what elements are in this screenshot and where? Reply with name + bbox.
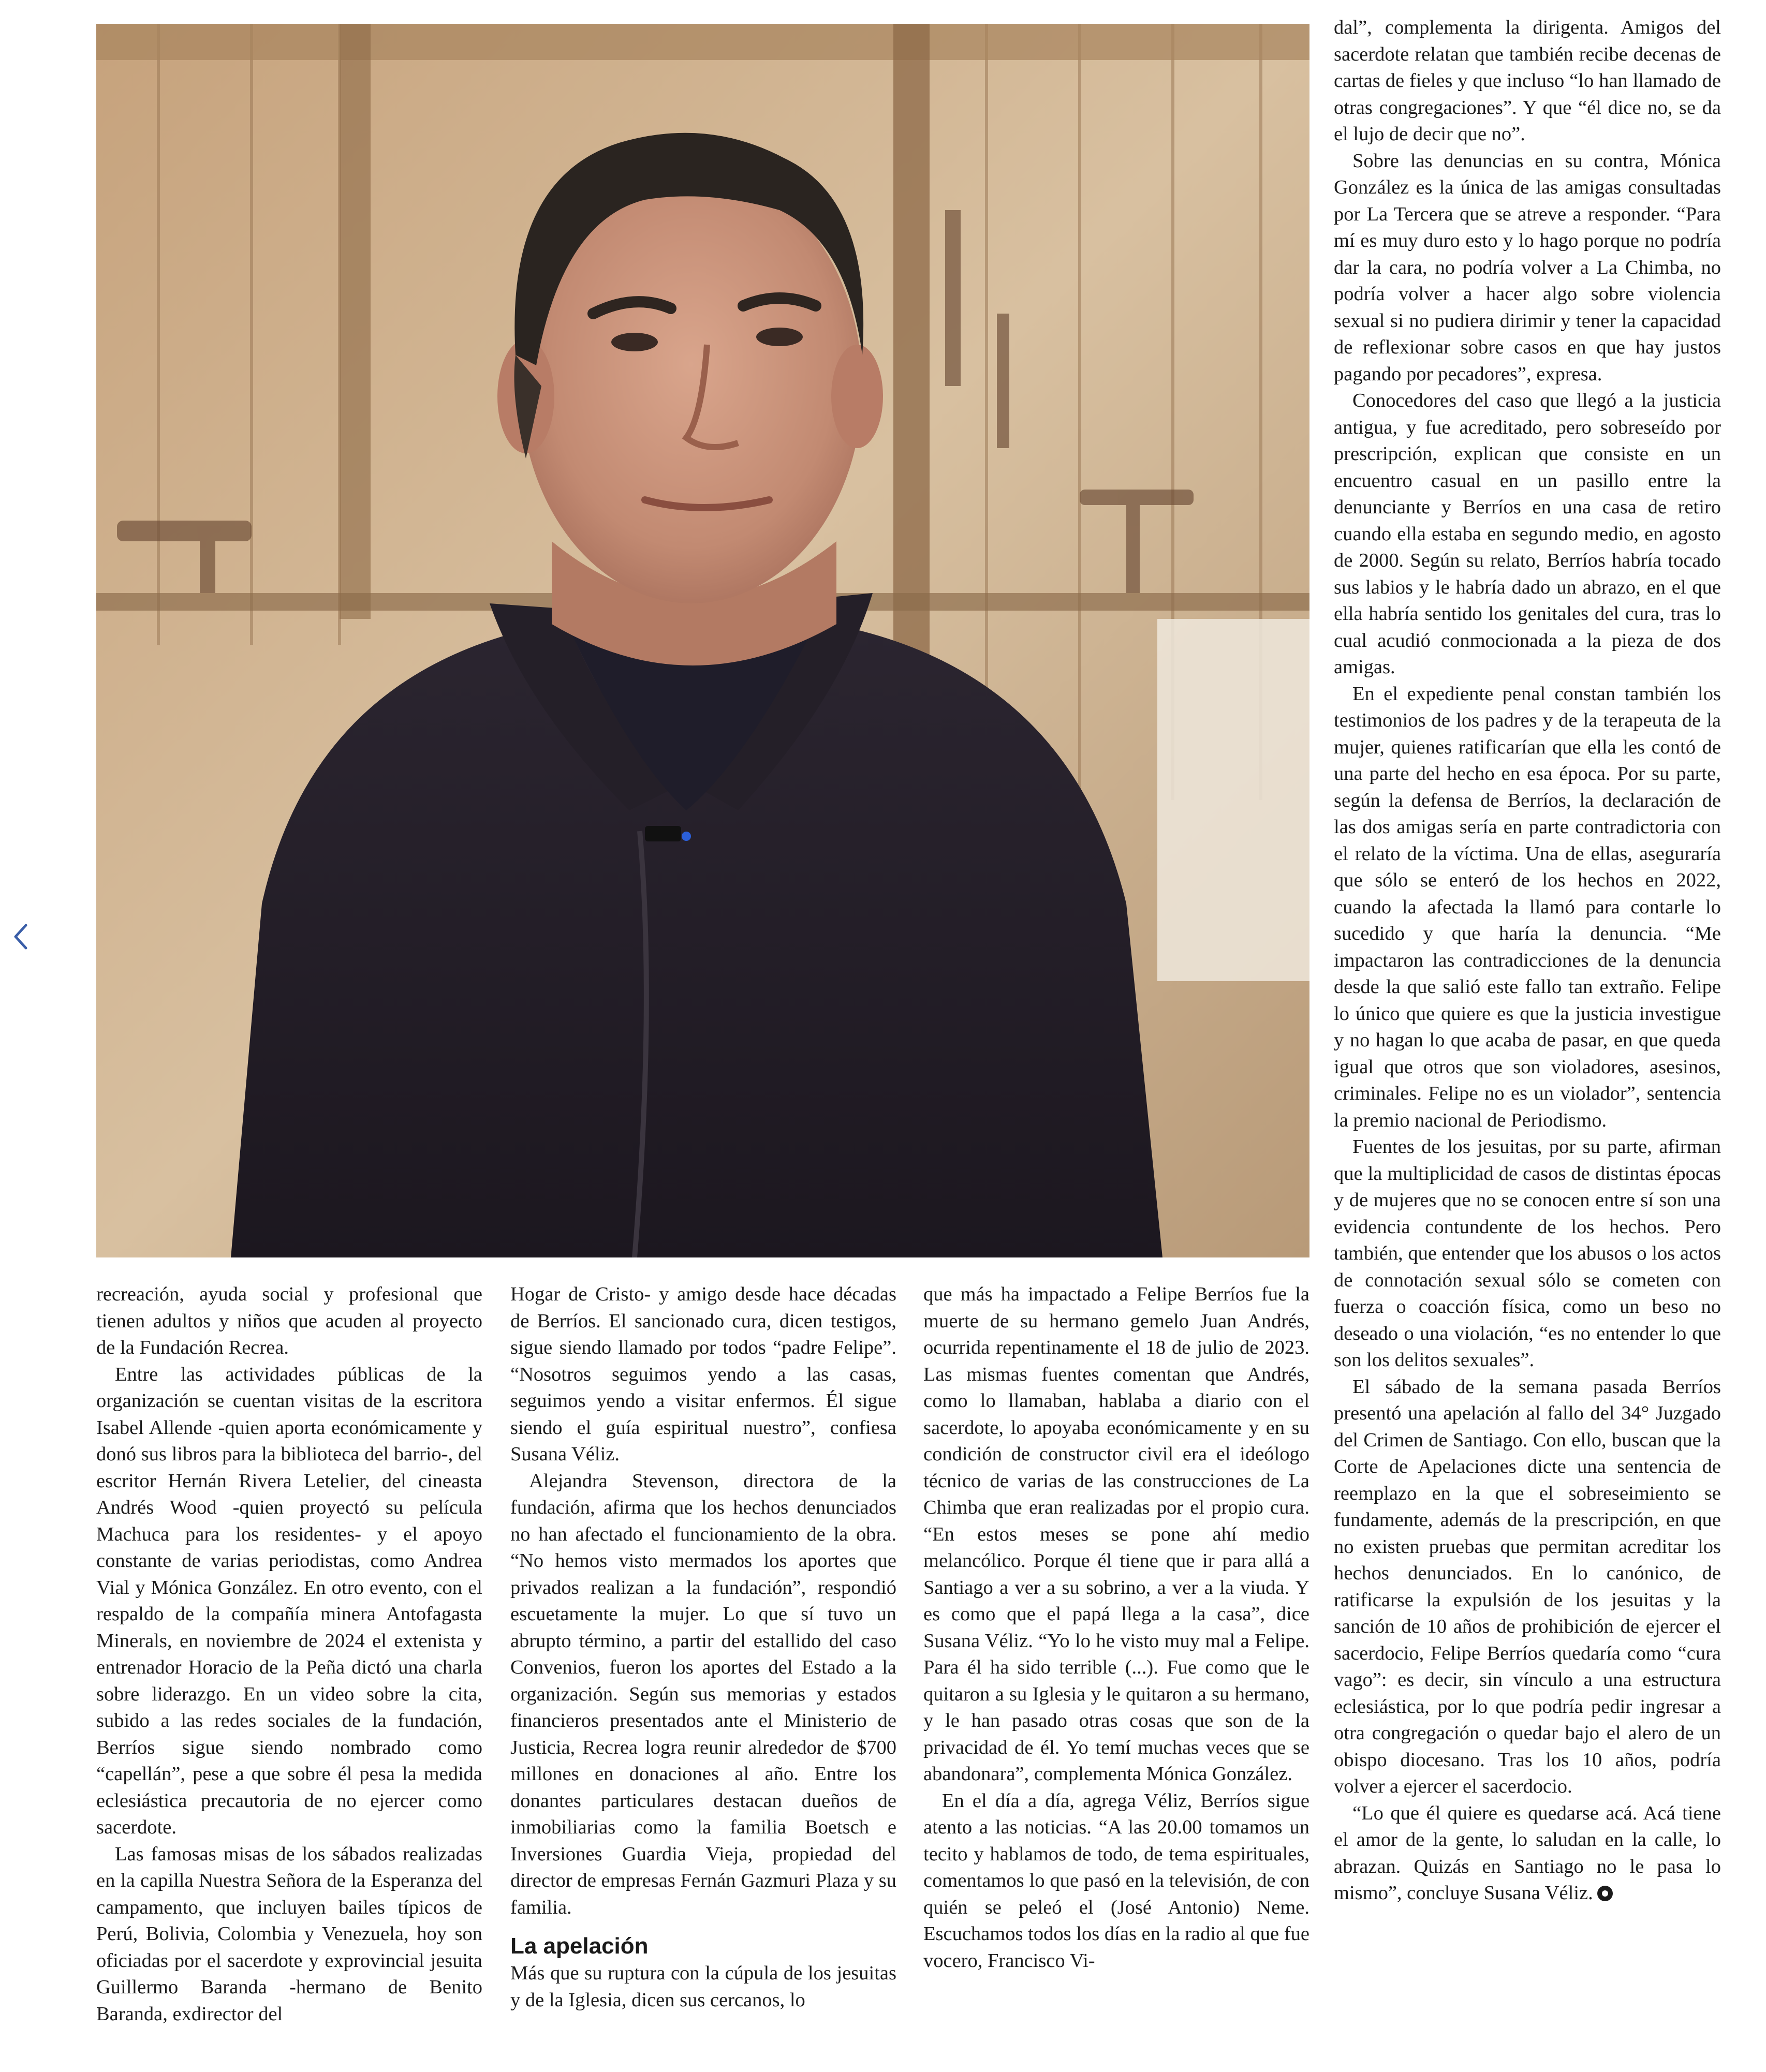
paragraph: dal”, complementa la dirigenta. Amigos del sacerdote relatan que también recibe decenas de cartas de fieles y que incluso “lo han llamado de otras congregaciones”. Y que “él dice no, se da el lujo de decir que no”. (1334, 17, 1721, 145)
paragraph: recreación, ayuda social y profesional que tienen adultos y niños que acuden al proyecto de la Fundación Recrea. (96, 1283, 482, 1358)
article-column-1 (96, 1281, 482, 2027)
paragraph: Hogar de Cristo- y amigo desde hace décadas de Berríos. El sancionado cura, dicen testigos, sigue siendo llamado por todos “padre Felipe”. “Nosotros seguimos yendo a las casas, seguimos yendo a visitar enfermos. Él sigue siendo el guía espiritual nuestro”, confiesa Susana Véliz. (510, 1283, 896, 1465)
paragraph: Sobre las denuncias en su contra, Mónica González es la única de las amigas consultadas por La Tercera que se atreve a responder. “Para mí es muy duro esto y lo hago porque no podría dar la cara, no podría volver a La Chimba, no podría volver a hacer algo sobre violencia sexual si no pudiera dirimir y tener la capacidad de reflexionar sobre casos en que hay justos pagando por pecadores”, expresa. (1334, 150, 1721, 385)
prev-page-button[interactable] (9, 921, 32, 952)
paragraph: Más que su ruptura con la cúpula de los jesuitas y de la Iglesia, dicen sus cercanos, lo (510, 1962, 896, 2011)
paragraph: El sábado de la semana pasada Berríos presentó una apelación al fallo del 34° Juzgado del Crimen de Santiago. Con ello, buscan que la Corte de Apelaciones dicte una sentencia de reemplazo en la que el sobreseimiento se fundamente, además de la prescripción, en que no existen pruebas que permitan acreditar los hechos denunciados. En lo canónico, de ratificarse la expulsión de los jesuitas y la sanción de 10 años de prohibición de ejercer el sacerdocio, Felipe Berríos quedaría como “cura vago”: es decir, sin vínculo a una estructura eclesiástica, por lo que podría pedir ingresar a otra congregación o quedar bajo el alero de un obispo diocesano. Tras los 10 años, podría volver a ejercer el sacerdocio. (1334, 1375, 1721, 1797)
portrait-photo (96, 24, 1309, 1257)
article-column-2 (510, 1281, 896, 2014)
paragraph: Conocedores del caso que llegó a la justicia antigua, y fue acreditado, pero sobreseído por prescripción, explican que consiste en un encuentro casual en un pasillo entre la denunciante y Berríos en una casa de retiro cuando ella estaba en segundo medio, en agosto de 2000. Según su relato, Berríos habría tocado sus labios y le habría dado un abrazo, en el que ella habría sentido los genitales del cura, tras lo cual acudió conmocionada a la pieza de dos amigas. (1334, 390, 1721, 678)
paragraph: Alejandra Stevenson, directora de la fundación, afirma que los hechos denunciados no han afectado el funcionamiento de la obra. “No hemos visto mermados los aportes que privados realizan a la fundación”, respondió escuetamente la mujer. Lo que sí tuvo un abrupto término, a partir del estallido del caso Convenios, fueron los aportes del Estado a la organización. Según sus memorias y estados financieros presentados ante el Ministerio de Justicia, Recrea logra reunir alrededor de $700 millones en donaciones al año. Entre los donantes particulares destacan dueños de inmobiliarias como la familia Boetsch e Inversiones Guardia Vieja, propiedad del director de empresas Fernán Gazmuri Plaza y su familia. (510, 1470, 896, 1918)
chevron-left-icon (9, 921, 32, 952)
paragraph: Las famosas misas de los sábados realizadas en la capilla Nuestra Señora de la Esperanza del campamento, que incluyen bailes típicos de Perú, Bolivia, Colombia y Venezuela, hoy son oficiadas por el sacerdote y exprovincial jesuita Guillermo Baranda -hermano de Benito Baranda, exdirector del (96, 1843, 482, 2025)
final-paragraph-text: “Lo que él quiere es quedarse acá. Acá tiene el amor de la gente, lo saludan en la calle, lo abrazan. Quizás en Santiago no le pasa lo mismo”, concluye Susana Véliz. (1334, 1802, 1721, 1904)
article-column-3 (923, 1281, 1309, 1974)
paragraph: Fuentes de los jesuitas, por su parte, afirman que la multiplicidad de casos de distintas épocas y de mujeres que no se conocen entre sí son una evidencia contundente de los hechos. Pero también, que entender que los abusos o los actos de connotación sexual sólo se cometen con fuerza o coacción física, como un beso no deseado o una violación, “es no entender lo que son los delitos sexuales”. (1334, 1136, 1721, 1371)
article-column-4 (1334, 14, 1721, 1907)
paragraph: que más ha impactado a Felipe Berríos fue la muerte de su hermano gemelo Juan Andrés, ocurrida repentinamente el 18 de julio de 2023. Las mismas fuentes comentan que Andrés, como lo llamaban, hablaba a diario con el sacerdote, lo apoyaba económicamente y en su condición de constructor civil era el ideólogo técnico de varias de las construcciones de La Chimba que eran realizadas por el propio cura. “En estos meses se pone ahí medio melancólico. Porque él tiene que ir para allá a Santiago a ver a su sobrino, a ver a la viuda. Y es como que el papá llega a la casa”, dice Susana Véliz. “Yo lo he visto muy mal a Felipe. Para él ha sido terrible (...). Fue como que le quitaron a su Iglesia y le quitaron a su hermano, y le han pasado otras cosas que son de la privacidad de él. Yo temí muchas veces que se abandonara”, complementa Mónica González. (923, 1283, 1309, 1785)
paragraph: En el expediente penal constan también los testimonios de los padres y de la terapeuta de la mujer, quienes ratificarían que ella les contó de una parte del hecho en esa época. Por su parte, según la defensa de Berríos, la declaración de las dos amigas sería en parte contradictoria con el relato de la víctima. Una de ellas, aseguraría que sólo se enteró de los hechos en 2022, cuando la afectada la llamó para contarle lo sucedido y que haría la denuncia. “Me impactaron las contradicciones de la denuncia desde la que salió este fallo tan extraño. Felipe lo único que quiere es que la justicia investigue y no hagan lo que acaba de pasar, en que queda igual que otros que son violadores, asesinos, criminales. Felipe no es un violador”, sentencia la premio nacional de Periodismo. (1334, 683, 1721, 1131)
section-heading: La apelación (510, 1933, 649, 1959)
paragraph: En el día a día, agrega Véliz, Berríos sigue atento a las noticias. “A las 20.00 tomamos un tecito y hablamos de todo, de tema espirituales, comentamos lo que pasó en la televisión, de con quién se peleó el (José Antonio) Neme. Escuchamos todos los días en la radio al que fue vocero, Francisco Vi- (923, 1789, 1309, 1972)
end-of-article-icon (1597, 1886, 1613, 1901)
paragraph (1334, 1800, 1721, 1907)
paragraph: Entre las actividades públicas de la organización se cuentan visitas de la escritora Isabel Allende -quien aporta económicamente y donó sus libros para la biblioteca del barrio-, del escritor Hernán Rivera Letelier, del cineasta Andrés Wood -quien proyectó su película Machuca para los residentes- y el apoyo constante de varias periodistas, como Andrea Vial y Mónica González. En otro evento, con el respaldo de la compañía minera Antofagasta Minerals, en noviembre de 2024 el extenista y entrenador Horacio de la Peña dictó una charla sobre liderazgo. En un video sobre la cita, subido a las redes sociales de la fundación, Berríos sigue siendo nombrado como “capellán”, pese a que sobre él pesa la medida eclesiástica precautoria de no ejercer como sacerdote. (96, 1363, 482, 1838)
